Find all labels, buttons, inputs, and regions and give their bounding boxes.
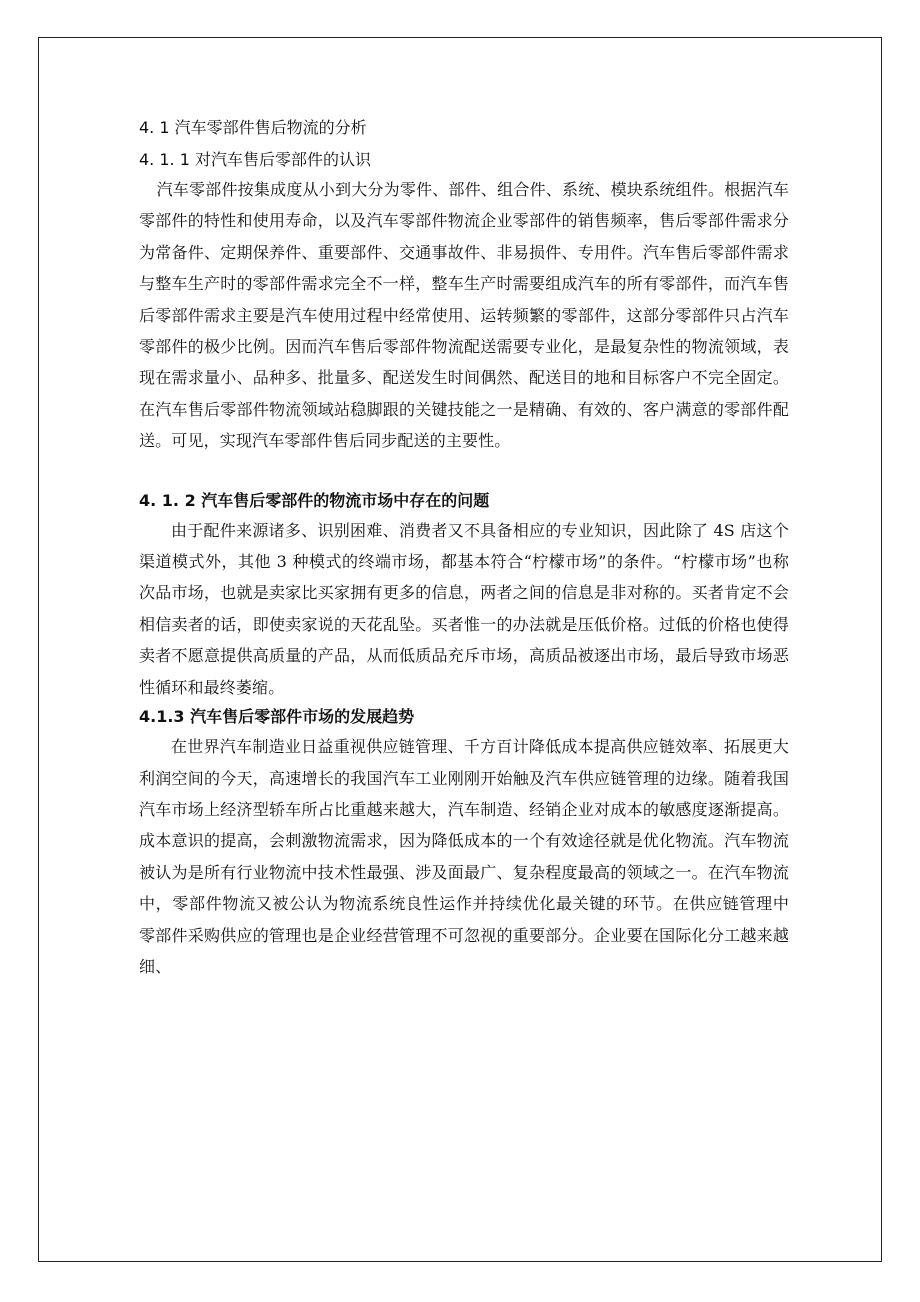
subsection-3-title: 4.1.3 汽车售后零部件市场的发展趋势 <box>139 707 415 727</box>
subsection-2-paragraph: 由于配件来源诸多、识别困难、消费者又不具备相应的专业知识，因此除了 4S 店这个渠道模式外，其他 3 种模式的终端市场，都基本符合“柠檬市场”的条件。“柠檬市场”也称次品市场，也就是卖家比买家拥有更多的信息，两者之间的信息是非对称的。买者肯定不会相信卖者的话，即使卖家说的天花乱坠。买者惟一的办法就是压低价格。过低的价格也使得卖者不愿意提供高质量的产品，从而低质品充斥市场，高质品被逐出市场，最后导致市场恶性循环和最终萎缩。 <box>139 520 789 697</box>
section-title: 4. 1 汽车零部件售后物流的分析 <box>139 118 367 137</box>
subsection-3-paragraph: 在世界汽车制造业日益重视供应链管理、千方百计降低成本提高供应链效率、拓展更大利润空间的今天，高速增长的我国汽车工业刚刚开始触及汽车供应链管理的边缘。随着我国汽车市场上经济型轿车所占比重越来越大，汽车制造、经销企业对成本的敏感度逐渐提高。成本意识的提高，会刺激物流需求，因为降低成本的一个有效途径就是优化物流。汽车物流被认为是所有行业物流中技术性最强、涉及面最广、复杂程度最高的领域之一。在汽车物流中，零部件物流又被公认为物流系统良性运作并持续优化最关键的环节。在供应链管理中 零部件采购供应的管理也是企业经营管理不可忽视的重要部分。企业要在国际化分工越来越细、 <box>139 737 789 976</box>
document-body <box>139 114 789 982</box>
subsection-1-paragraph: 汽车零部件按集成度从小到大分为零件、部件、组合件、系统、模块系统组件。根据汽车零部件的特性和使用寿命，以及汽车零部件物流企业零部件的销售频率，售后零部件需求分为常备件、定期保养件、重要部件、交通事故件、非易损件、专用件。汽车售后零部件需求与整车生产时的零部件需求完全不一样，整车生产时需要组成汽车的所有零部件，而汽车售后零部件需求主要是汽车使用过程中经常使用、运转频繁的零部件，这部分零部件只占汽车零部件的极少比例。因而汽车售后零部件物流配送需要专业化，是最复杂性的物流领域，表现在需求量小、品种多、批量多、配送发生时间偶然、配送目的地和目标客户不完全固定。在汽车售后零部件物流领域站稳脚跟的关键技能之一是精确、有效的、客户满意的零部件配送。可见，实现汽车零部件售后同步配送的主要性。 <box>139 180 789 451</box>
subsection-2-title: 4. 1. 2 汽车售后零部件的物流市场中存在的问题 <box>139 490 490 510</box>
subsection-1-title: 4. 1. 1 对汽车售后零部件的认识 <box>139 150 371 169</box>
